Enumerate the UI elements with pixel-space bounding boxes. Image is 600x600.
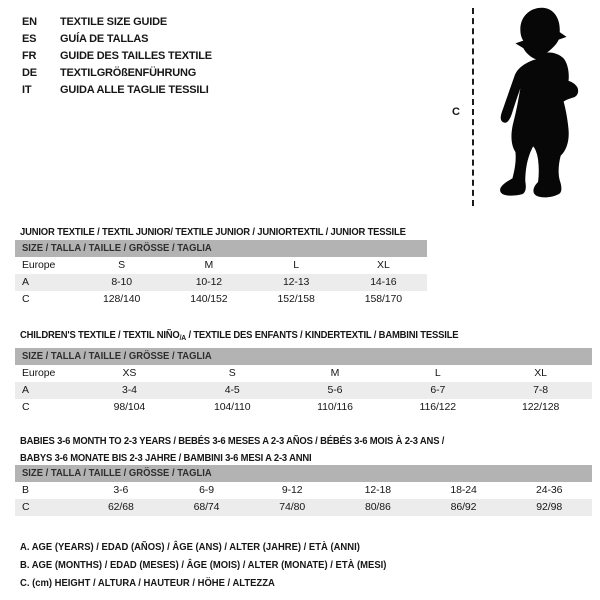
age-cell: 3-6 <box>113 484 129 496</box>
size-cell: M <box>204 259 214 271</box>
junior-size-table <box>15 240 427 308</box>
legend-footnotes <box>20 538 427 592</box>
age-cell: 10-12 <box>195 276 223 288</box>
size-cell: XL <box>377 259 390 271</box>
row-label: A <box>22 384 29 396</box>
language-code: ES <box>22 33 37 45</box>
babies-size-table <box>15 465 592 516</box>
language-code: DE <box>22 67 37 79</box>
junior-section-title <box>20 226 449 238</box>
language-code: FR <box>22 50 37 62</box>
size-cell: S <box>118 259 126 271</box>
language-title: TEXTILGRÖßENFÜHRUNG <box>60 67 197 79</box>
table-row <box>15 291 427 308</box>
table-row <box>15 257 427 274</box>
height-cell: 140/152 <box>190 293 228 305</box>
size-cell: XS <box>122 367 137 379</box>
table-header-band <box>15 348 592 365</box>
row-label: C <box>22 401 30 413</box>
babies-section-title-line2 <box>20 452 344 464</box>
height-cell: 158/170 <box>364 293 402 305</box>
height-cell: 98/104 <box>113 401 146 413</box>
height-marker-label: C <box>452 106 460 118</box>
height-cell: 122/128 <box>521 401 560 413</box>
age-cell: 14-16 <box>370 276 397 288</box>
language-header <box>22 14 212 99</box>
height-cell: 68/74 <box>193 501 220 513</box>
height-dashed-line <box>472 8 474 206</box>
row-label: A <box>22 276 29 288</box>
row-label: Europe <box>22 259 56 271</box>
age-cell: 7-8 <box>533 384 549 396</box>
age-cell: 6-9 <box>199 484 214 496</box>
language-code: EN <box>22 16 37 28</box>
language-row-en <box>22 14 212 31</box>
footnote-b-text: B. AGE (MONTHS) / EDAD (MESES) / ÂGE (MOIS) / ALTER (MONATE) / ETÀ (MESI) <box>20 559 387 571</box>
babies-title-text-line1: BABIES 3-6 MONTH TO 2-3 YEARS / BEBÉS 3-6 MESES A 2-3 AÑOS / BÉBÉS 3-6 MOIS À 2-3 ANS / <box>20 434 445 447</box>
language-row-it <box>22 82 212 99</box>
size-cell: L <box>434 367 441 379</box>
height-cell: 104/110 <box>213 401 251 413</box>
children-size-table <box>15 348 592 416</box>
table-header-band <box>15 465 592 482</box>
title-part: CHILDREN'S TEXTILE / TEXTIL NIÑO <box>20 328 180 341</box>
children-section-title-text <box>20 329 458 344</box>
age-cell: 3-4 <box>121 384 137 396</box>
language-title: TEXTILE SIZE GUIDE <box>60 16 168 28</box>
age-cell: 12-18 <box>364 484 392 496</box>
footnote-b <box>20 556 427 574</box>
footnote-c-text: C. (cm) HEIGHT / ALTURA / HAUTEUR / HÖHE / ALTEZZA <box>20 577 275 589</box>
table-header-band <box>15 240 427 257</box>
baby-silhouette-figure <box>440 0 600 215</box>
age-cell: 4-5 <box>224 384 240 396</box>
language-code: IT <box>22 84 32 96</box>
junior-section-title-text: JUNIOR TEXTILE / TEXTIL JUNIOR/ TEXTILE JUNIOR / JUNIORTEXTIL / JUNIOR TESSILE <box>20 225 406 238</box>
language-row-fr <box>22 48 212 65</box>
size-cell: XL <box>534 367 547 379</box>
row-label: Europe <box>22 367 56 379</box>
babies-title-text-line2: BABYS 3-6 MONATE BIS 2-3 JAHRE / BAMBINI 3-6 MESI A 2-3 ANNI <box>20 451 312 464</box>
row-label: C <box>22 501 30 513</box>
title-part: / TEXTILE DES ENFANTS / KINDERTEXTIL / BAMBINI TESSILE <box>186 328 459 341</box>
height-cell: 74/80 <box>279 501 306 513</box>
height-cell: 128/140 <box>102 293 141 305</box>
babies-section-title-line1 <box>20 435 491 447</box>
size-header-text: SIZE / TALLA / TAILLE / GRÖSSE / TAGLIA <box>22 242 212 254</box>
table-row <box>15 365 592 382</box>
language-row-es <box>22 31 212 48</box>
height-cell: 116/122 <box>419 401 457 413</box>
row-label: C <box>22 293 30 305</box>
age-cell: 18-24 <box>450 484 477 496</box>
table-row <box>15 482 592 499</box>
title-subscript: /A <box>179 332 187 342</box>
height-cell: 62/68 <box>107 501 134 513</box>
language-title: GUÍA DE TALLAS <box>60 33 149 45</box>
height-cell: 110/116 <box>317 401 353 413</box>
table-row <box>15 499 592 516</box>
age-cell: 12-13 <box>282 276 310 288</box>
children-section-title <box>20 329 507 344</box>
baby-silhouette-icon <box>482 5 600 211</box>
table-row <box>15 382 592 399</box>
age-cell: 8-10 <box>111 276 132 288</box>
table-row <box>15 399 592 416</box>
size-cell: S <box>228 367 236 379</box>
height-cell: 92/98 <box>536 501 563 513</box>
language-row-de <box>22 65 212 82</box>
row-label: B <box>22 484 29 496</box>
height-cell: 86/92 <box>450 501 477 513</box>
language-title: GUIDE DES TAILLES TEXTILE <box>60 50 212 62</box>
footnote-c <box>20 574 427 592</box>
height-cell: 152/158 <box>277 293 315 305</box>
language-title: GUIDA ALLE TAGLIE TESSILI <box>60 84 209 96</box>
table-row <box>15 274 427 291</box>
footnote-a <box>20 538 427 556</box>
age-cell: 24-36 <box>536 484 563 496</box>
age-cell: 5-6 <box>327 384 343 396</box>
size-header-text: SIZE / TALLA / TAILLE / GRÖSSE / TAGLIA <box>22 467 212 479</box>
age-cell: 9-12 <box>281 484 303 496</box>
size-cell: M <box>330 367 340 379</box>
footnote-a-text: A. AGE (YEARS) / EDAD (AÑOS) / ÂGE (ANS) / ALTER (JAHRE) / ETÀ (ANNI) <box>20 541 360 553</box>
height-cell: 80/86 <box>364 501 391 513</box>
size-header-text: SIZE / TALLA / TAILLE / GRÖSSE / TAGLIA <box>22 350 212 362</box>
age-cell: 6-7 <box>430 384 446 396</box>
size-cell: L <box>293 259 299 271</box>
